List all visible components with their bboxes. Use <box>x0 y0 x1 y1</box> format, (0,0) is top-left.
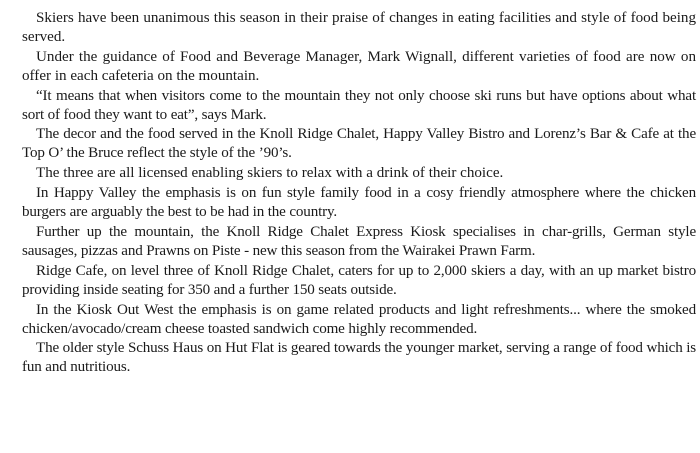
paragraph: “It means that when visitors come to the mountain they not only choose ski runs but have options about what sort of food they want to eat”, says Mark. <box>22 87 696 123</box>
paragraph: Skiers have been unanimous this season in their praise of changes in eating facilities and style of food being served. <box>22 10 696 45</box>
paragraph: The three are all licensed enabling skiers to relax with a drink of their choice. <box>36 165 504 182</box>
paragraph: Ridge Cafe, on level three of Knoll Ridge Chalet, caters for up to 2,000 skiers a day, with an up market bistro providing inside seating for 350 and a further 150 seats outside. <box>22 262 696 298</box>
paragraph: In the Kiosk Out West the emphasis is on game related products and light refreshments... where the smoked chicken/avocado/cream cheese toasted sandwich come highly recommended. <box>22 301 696 337</box>
paragraph: In Happy Valley the emphasis is on fun style family food in a cosy friendly atmosphere where the chicken burgers are arguably the best to be had in the country. <box>22 185 696 221</box>
paragraph: The decor and the food served in the Knoll Ridge Chalet, Happy Valley Bistro and Lorenz’s Bar & Cafe at the Top O’ the Bruce reflect the style of the ’90’s. <box>22 126 696 162</box>
paragraph: Under the guidance of Food and Beverage Manager, Mark Wignall, different varieties of food are now on offer in each cafeteria on the mountain. <box>22 48 696 84</box>
paragraph: The older style Schuss Haus on Hut Flat is geared towards the younger market, serving a range of food which is fun and nutritious. <box>22 340 696 376</box>
paragraph: Further up the mountain, the Knoll Ridge Chalet Express Kiosk specialises in char-grills, German style sausages, pizzas and Prawns on Piste - new this season from the Wairakei Prawn Farm. <box>22 223 696 259</box>
article-body <box>22 9 696 378</box>
